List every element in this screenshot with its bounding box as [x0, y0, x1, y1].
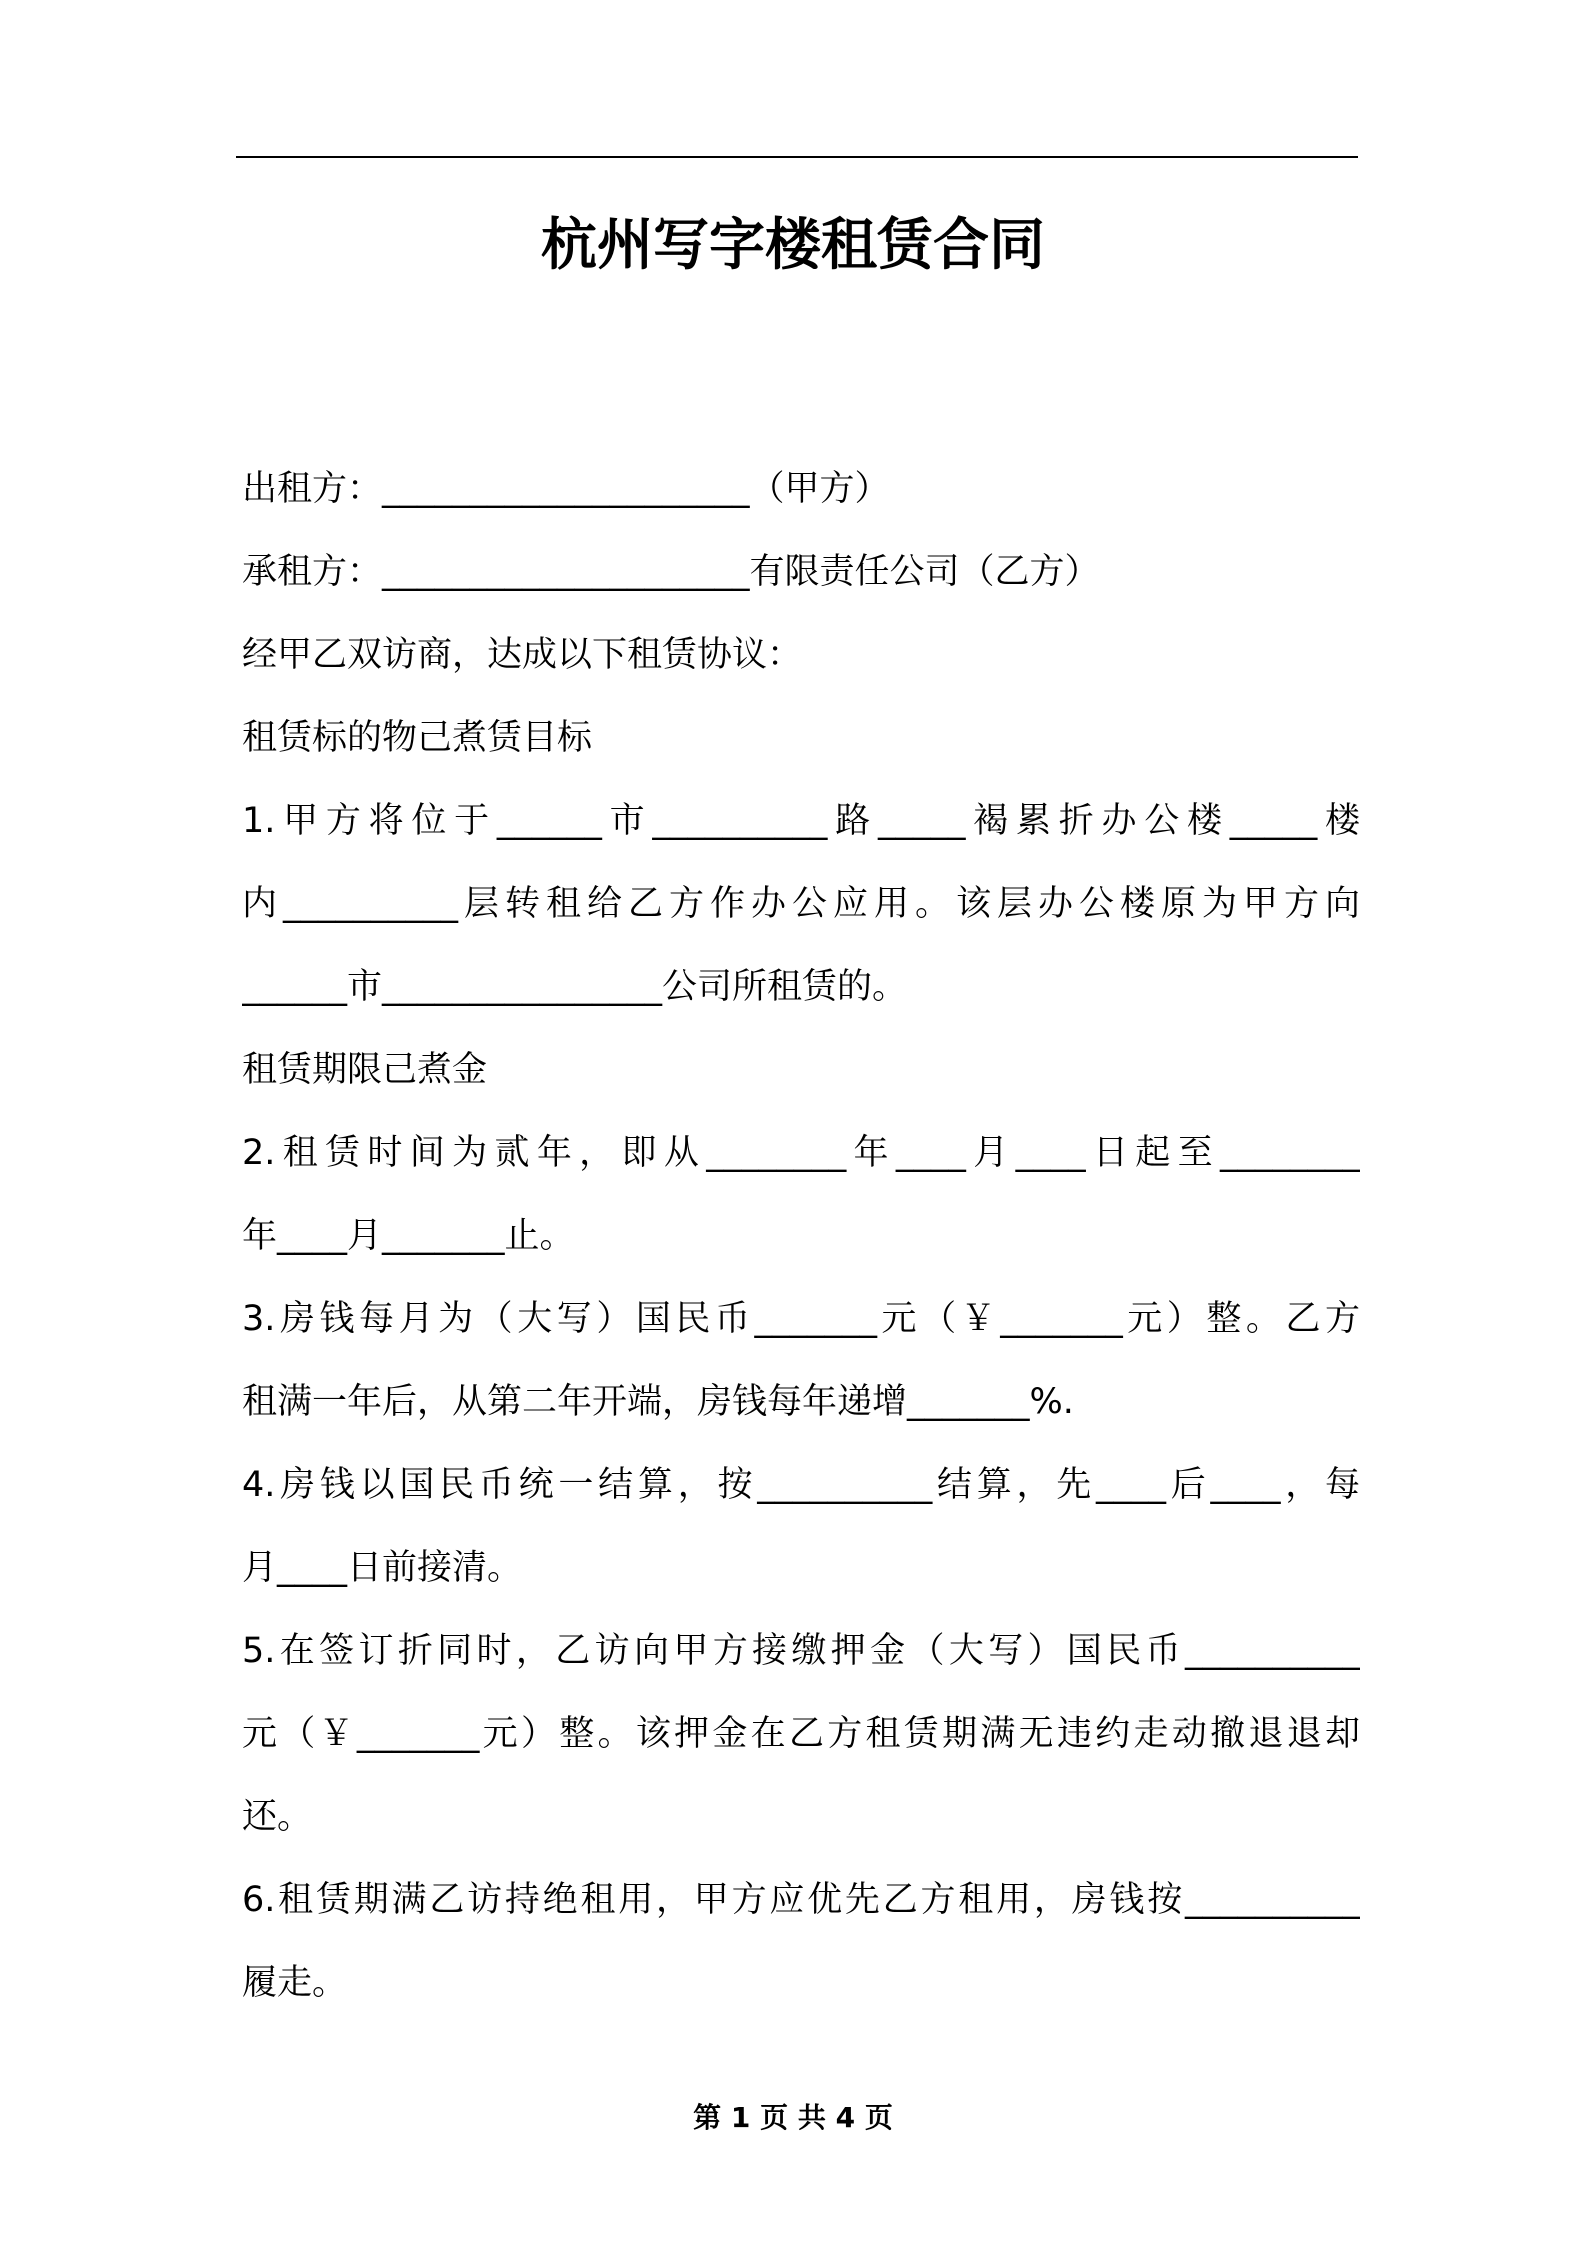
clause-1-line-3: ______市________________公司所租赁的。: [242, 967, 908, 1007]
clause-3-line-2: 租满一年后，从第二年开端，房钱每年递增_______%.: [242, 1382, 1074, 1422]
clause-3-line-1: 3.房钱每月为（大写）国民币_______元（￥_______元）整。乙方: [242, 1299, 1360, 1339]
header-rule: [236, 156, 1358, 158]
clause-5-line-3: 还。: [242, 1797, 313, 1837]
clause-6-line-2: 履走。: [242, 1963, 348, 2003]
clause-1-line-2: 内__________层转租给乙方作办公应用。该层办公楼原为甲方向: [242, 884, 1360, 924]
lessor-line: 出租方：_____________________（甲方）: [242, 469, 890, 509]
clause-5-line-2: 元（￥_______元）整。该押金在乙方租赁期满无违约走动撤退退却: [242, 1714, 1360, 1754]
clause-4-line-2: 月____日前接清。: [242, 1548, 523, 1588]
contract-body: [242, 448, 1360, 2025]
clause-5-line-1: 5.在签订折同时，乙访向甲方接缴押金（大写）国民币__________: [242, 1631, 1360, 1671]
page-number-footer: 第 1 页 共 4 页: [693, 2101, 893, 2134]
clause-2-line-2: 年____月_______止。: [242, 1216, 575, 1256]
section-heading-subject: 租赁标的物己煮赁目标: [242, 718, 593, 758]
clause-6-line-1: 6.租赁期满乙访持绝租用，甲方应优先乙方租用，房钱按__________: [242, 1880, 1360, 1920]
clause-2-line-1: 2.租赁时间为贰年，即从________年____月____日起至________: [242, 1133, 1360, 1173]
lessee-line: 承租方：_____________________有限责任公司（乙方）: [242, 552, 1100, 592]
agreement-intro: 经甲乙双访商，达成以下租赁协议：: [242, 635, 803, 675]
document-title: 杭州写字楼租赁合同: [541, 213, 1045, 278]
clause-4-line-1: 4.房钱以国民币统一结算，按__________结算，先____后____，每: [242, 1465, 1360, 1505]
section-heading-term: 租赁期限己煮金: [242, 1050, 488, 1090]
clause-1-line-1: 1.甲方将位于______市__________路_____褐累折办公楼_____楼: [242, 801, 1360, 841]
